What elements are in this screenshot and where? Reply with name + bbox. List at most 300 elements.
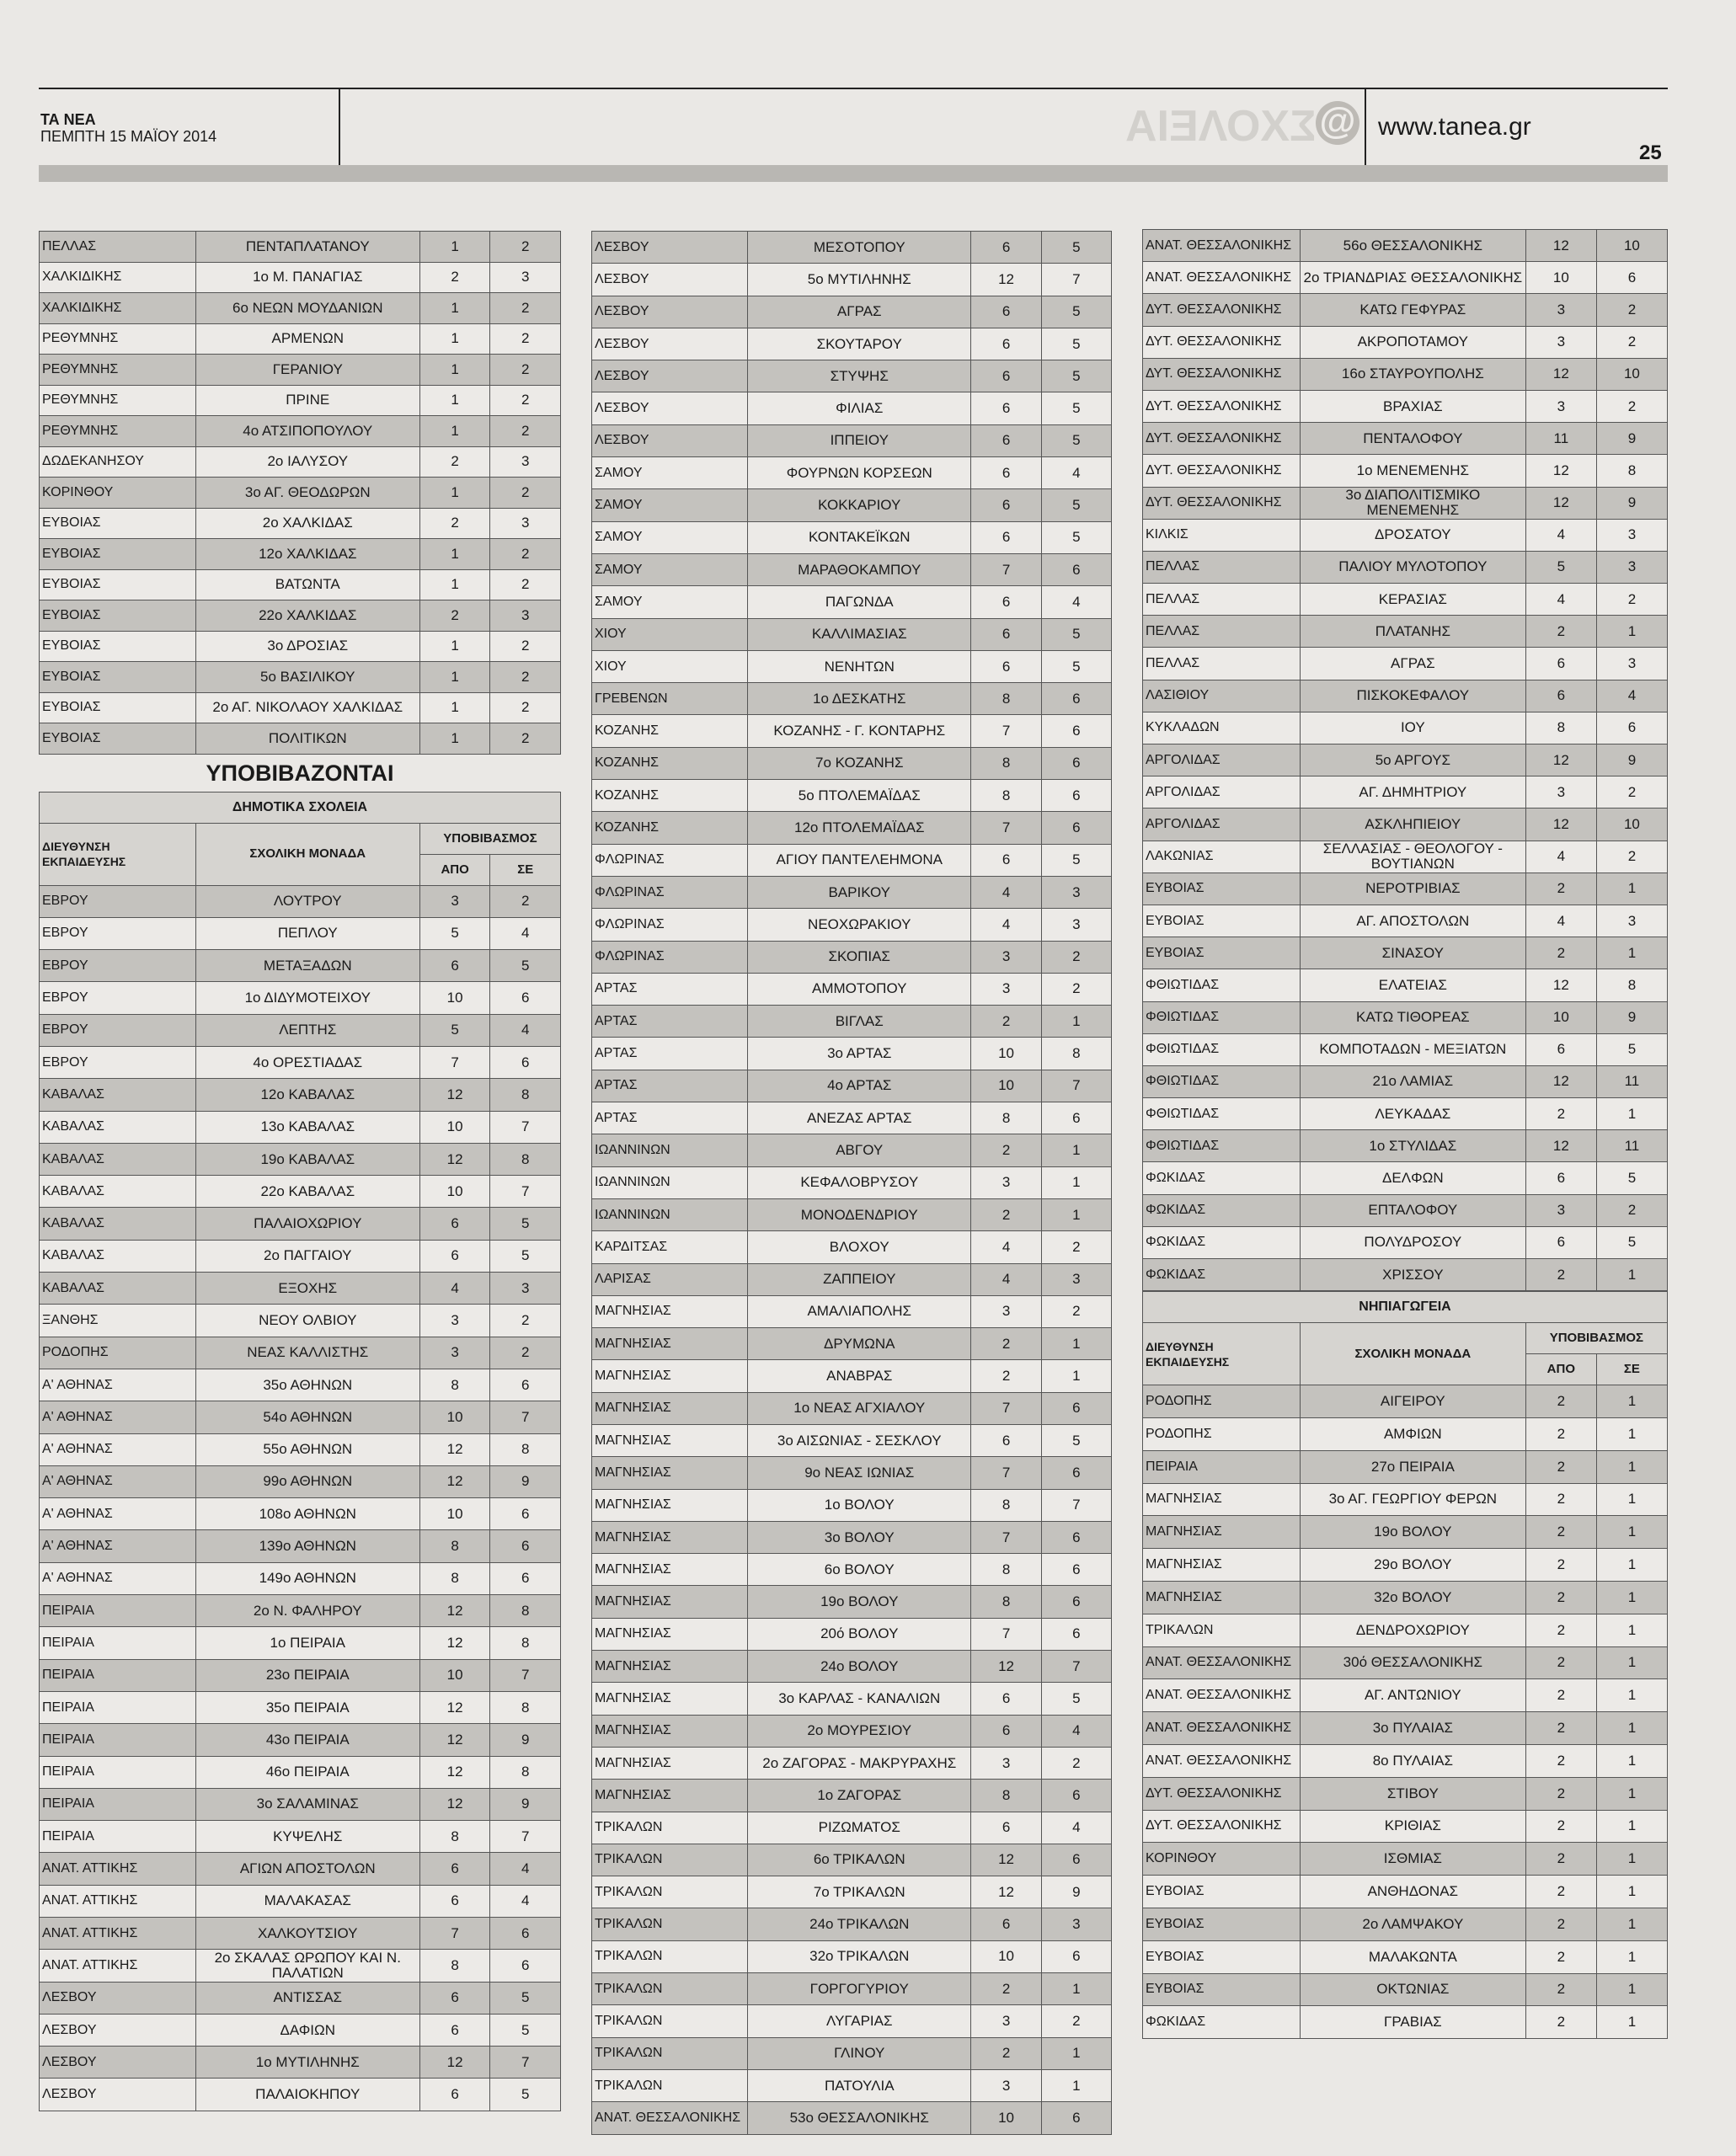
row-direction: ΤΡΙΚΑΛΩΝ <box>592 2037 748 2069</box>
row-direction: Α' ΑΘΗΝΑΣ <box>40 1498 196 1530</box>
row-school: 2ο ΧΑΛΚΙΔΑΣ <box>195 508 419 539</box>
column-1 <box>39 231 561 2111</box>
row-school: 19ο ΒΟΛΟΥ <box>748 1586 971 1618</box>
row-from: 4 <box>971 876 1041 908</box>
row-to: 1 <box>1596 937 1667 969</box>
row-to: 4 <box>490 1014 561 1046</box>
issue-date: ΠΕΜΠΤΗ 15 ΜΑΪΟΥ 2014 <box>40 128 217 145</box>
row-direction: ΦΘΙΩΤΙΔΑΣ <box>1143 1130 1301 1162</box>
row-from: 2 <box>1525 1876 1596 1908</box>
row-from: 2 <box>971 1973 1041 2005</box>
row-from: 3 <box>971 941 1041 973</box>
table-row <box>1143 1777 1668 1810</box>
table-row <box>592 328 1112 360</box>
row-from: 2 <box>1525 2006 1596 2039</box>
row-to: 2 <box>490 692 561 723</box>
row-direction: ΕΥΒΟΙΑΣ <box>1143 905 1301 937</box>
row-school: 5ο ΒΑΣΙΛΙΚΟΥ <box>195 662 419 693</box>
row-school: 19ο ΚΑΒΑΛΑΣ <box>195 1143 419 1175</box>
table-row <box>592 1618 1112 1650</box>
row-school: 1ο ΒΟΛΟΥ <box>748 1489 971 1521</box>
table-row <box>592 844 1112 876</box>
row-from: 12 <box>419 1595 490 1627</box>
row-school: 7ο ΤΡΙΚΑΛΩΝ <box>748 1876 971 1908</box>
row-school: 13ο ΚΑΒΑΛΑΣ <box>195 1111 419 1143</box>
table-row <box>40 2014 561 2046</box>
row-direction: ΜΑΓΝΗΣΙΑΣ <box>592 1521 748 1553</box>
table-row <box>592 683 1112 715</box>
at-sign-icon: @ <box>1316 101 1359 145</box>
row-direction: ΣΑΜΟΥ <box>592 521 748 553</box>
row-to: 1 <box>1596 2006 1667 2039</box>
row-school: ΛΕΥΚΑΔΑΣ <box>1300 1098 1525 1130</box>
row-school: ΜΟΝΟΔΕΝΔΡΙΟΥ <box>748 1198 971 1230</box>
row-direction: ΠΕΛΛΑΣ <box>1143 616 1301 648</box>
row-to: 1 <box>1596 1843 1667 1876</box>
row-school: 53ο ΘΕΣΣΑΛΟΝΙΚΗΣ <box>748 2102 971 2134</box>
row-direction: ΛΑΣΙΘΙΟΥ <box>1143 680 1301 712</box>
row-school: 2ο Ν. ΦΑΛΗΡΟΥ <box>195 1595 419 1627</box>
column-header-direction: ΔΙΕΥΘΥΝΣΗ ΕΚΠΑΙΔΕΥΣΗΣ <box>1143 1323 1301 1385</box>
row-to: 2 <box>490 385 561 416</box>
row-direction: ΔΥΤ. ΘΕΣΣΑΛΟΝΙΚΗΣ <box>1143 455 1301 487</box>
row-from: 1 <box>419 355 490 386</box>
row-from: 10 <box>971 1070 1041 1102</box>
bleed-through-text: ΣΧΟΛΕΙΑ <box>1125 102 1317 151</box>
row-direction: ΕΥΒΟΙΑΣ <box>40 631 196 662</box>
row-to: 6 <box>1041 1102 1111 1134</box>
table-row <box>40 1273 561 1305</box>
row-direction: ΣΑΜΟΥ <box>592 553 748 585</box>
row-school: ΚΟΜΠΟΤΑΔΩΝ - ΜΕΞΙΑΤΩΝ <box>1300 1033 1525 1065</box>
row-to: 6 <box>1041 553 1111 585</box>
row-school: 3ο ΑΓ. ΓΕΩΡΓΙΟΥ ΦΕΡΩΝ <box>1300 1483 1525 1516</box>
table-row <box>592 489 1112 521</box>
row-direction: ΠΕΛΛΑΣ <box>1143 648 1301 680</box>
row-to: 7 <box>490 1401 561 1433</box>
table-row <box>40 1853 561 1885</box>
row-to: 1 <box>1596 1940 1667 1973</box>
row-to: 2 <box>490 723 561 755</box>
row-to: 2 <box>1041 941 1111 973</box>
row-school: ΦΟΥΡΝΩΝ ΚΟΡΣΕΩΝ <box>748 457 971 489</box>
table-row <box>1143 937 1668 969</box>
row-to: 2 <box>490 323 561 355</box>
table-row <box>592 1812 1112 1844</box>
table-row <box>592 1554 1112 1586</box>
row-school: ΣΚΟΠΙΑΣ <box>748 941 971 973</box>
row-school: 5ο ΑΡΓΟΥΣ <box>1300 744 1525 776</box>
table-row <box>40 1595 561 1627</box>
table-row <box>1143 1646 1668 1679</box>
row-direction: ΕΥΒΟΙΑΣ <box>1143 1940 1301 1973</box>
row-direction: ΜΑΓΝΗΣΙΑΣ <box>592 1747 748 1779</box>
table-row <box>1143 680 1668 712</box>
row-direction: ΠΕΙΡΑΙΑ <box>40 1788 196 1820</box>
row-school: 6ο ΒΟΛΟΥ <box>748 1554 971 1586</box>
row-direction: ΧΑΛΚΙΔΙΚΗΣ <box>40 293 196 324</box>
row-to: 5 <box>1596 1033 1667 1065</box>
row-direction: ΚΑΒΑΛΑΣ <box>40 1111 196 1143</box>
row-direction: ΚΑΒΑΛΑΣ <box>40 1176 196 1208</box>
row-from: 5 <box>1525 551 1596 583</box>
row-to: 1 <box>1596 1679 1667 1712</box>
row-school: ΛΕΠΤΗΣ <box>195 1014 419 1046</box>
row-to: 9 <box>1596 423 1667 455</box>
table-row <box>1143 1581 1668 1614</box>
row-from: 8 <box>419 1950 490 1982</box>
row-from: 10 <box>1525 1001 1596 1033</box>
table-row <box>40 569 561 600</box>
row-to: 6 <box>1041 1457 1111 1489</box>
row-direction: ΑΡΓΟΛΙΔΑΣ <box>1143 776 1301 808</box>
table-row <box>592 747 1112 779</box>
row-to: 4 <box>490 917 561 949</box>
row-from: 8 <box>971 780 1041 812</box>
row-from: 2 <box>1525 1712 1596 1745</box>
row-to: 8 <box>490 1691 561 1723</box>
row-to: 10 <box>1596 230 1667 262</box>
row-school: ΟΚΤΩΝΙΑΣ <box>1300 1973 1525 2006</box>
row-to: 6 <box>1041 747 1111 779</box>
row-to: 6 <box>1041 1940 1111 1972</box>
row-direction: ΑΡΤΑΣ <box>592 1102 748 1134</box>
row-to: 3 <box>1041 876 1111 908</box>
row-to: 3 <box>490 262 561 293</box>
row-school: 56ο ΘΕΣΣΑΛΟΝΙΚΗΣ <box>1300 230 1525 262</box>
table-row <box>1143 519 1668 551</box>
row-school: 23ο ΠΕΙΡΑΙΑ <box>195 1659 419 1691</box>
row-from: 7 <box>971 1618 1041 1650</box>
row-to: 2 <box>1041 973 1111 1005</box>
row-from: 2 <box>971 1134 1041 1166</box>
row-from: 12 <box>1525 230 1596 262</box>
row-to: 1 <box>1596 1417 1667 1450</box>
table-row <box>1143 390 1668 422</box>
table-row <box>592 457 1112 489</box>
row-to: 2 <box>1041 1747 1111 1779</box>
row-to: 2 <box>490 569 561 600</box>
row-school: ΠΑΛΑΙΟΧΩΡΙΟΥ <box>195 1208 419 1240</box>
table-row <box>592 392 1112 424</box>
row-from: 6 <box>971 1424 1041 1456</box>
row-to: 5 <box>490 1208 561 1240</box>
row-direction: ΜΑΓΝΗΣΙΑΣ <box>592 1683 748 1715</box>
table-row <box>592 1457 1112 1489</box>
row-to: 1 <box>1596 1777 1667 1810</box>
row-to: 1 <box>1596 1259 1667 1291</box>
row-school: ΔΡΥΜΩΝΑ <box>748 1328 971 1360</box>
row-from: 8 <box>971 747 1041 779</box>
row-school: ΦΙΛΙΑΣ <box>748 392 971 424</box>
table-row <box>1143 616 1668 648</box>
row-school: ΑΓΡΑΣ <box>748 296 971 328</box>
row-to: 2 <box>1596 584 1667 616</box>
row-to: 2 <box>490 1305 561 1337</box>
row-direction: ΛΕΣΒΟΥ <box>592 232 748 264</box>
table-row <box>40 1498 561 1530</box>
table-row <box>592 1521 1112 1553</box>
row-to: 8 <box>490 1143 561 1175</box>
row-direction: ΦΘΙΩΤΙΔΑΣ <box>1143 1001 1301 1033</box>
row-to: 6 <box>1041 1392 1111 1424</box>
table-row <box>1143 326 1668 358</box>
row-direction: ΑΡΤΑΣ <box>592 973 748 1005</box>
table-row <box>40 1982 561 2014</box>
row-school: 6ο ΝΕΩΝ ΜΟΥΔΑΝΙΩΝ <box>195 293 419 324</box>
row-from: 3 <box>1525 1194 1596 1226</box>
demoted-primary-table-cont <box>591 231 1112 2135</box>
row-school: ΜΕΣΟΤΟΠΟΥ <box>748 232 971 264</box>
table-row <box>592 1134 1112 1166</box>
row-school: ΡΙΖΩΜΑΤΟΣ <box>748 1812 971 1844</box>
table-row <box>40 1176 561 1208</box>
table-row <box>40 1079 561 1111</box>
row-school: ΚΕΡΑΣΙΑΣ <box>1300 584 1525 616</box>
row-to: 6 <box>490 1918 561 1950</box>
row-direction: ΛΑΡΙΣΑΣ <box>592 1263 748 1295</box>
row-direction: ΤΡΙΚΑΛΩΝ <box>592 1844 748 1876</box>
row-direction: ΑΝΑΤ. ΘΕΣΣΑΛΟΝΙΚΗΣ <box>1143 1646 1301 1679</box>
row-direction: ΡΟΔΟΠΗΣ <box>1143 1385 1301 1418</box>
row-to: 8 <box>1596 455 1667 487</box>
row-direction: ΦΩΚΙΔΑΣ <box>1143 1194 1301 1226</box>
row-to: 5 <box>1041 489 1111 521</box>
column-header-from: ΑΠΟ <box>1525 1354 1596 1385</box>
row-direction: ΜΑΓΝΗΣΙΑΣ <box>592 1554 748 1586</box>
row-from: 6 <box>1525 1033 1596 1065</box>
row-to: 3 <box>1596 905 1667 937</box>
row-school: 2ο ΖΑΓΟΡΑΣ - ΜΑΚΡΥΡΑΧΗΣ <box>748 1747 971 1779</box>
row-direction: ΕΥΒΟΙΑΣ <box>1143 873 1301 905</box>
row-from: 6 <box>1525 648 1596 680</box>
row-from: 3 <box>1525 294 1596 326</box>
table-row <box>40 1208 561 1240</box>
row-school: ΚΥΨΕΛΗΣ <box>195 1821 419 1853</box>
row-school: ΔΕΝΔΡΟΧΩΡΙΟΥ <box>1300 1614 1525 1646</box>
row-direction: ΠΕΙΡΑΙΑ <box>1143 1450 1301 1483</box>
row-to: 7 <box>490 1111 561 1143</box>
row-from: 10 <box>971 2102 1041 2134</box>
row-direction: ΦΩΚΙΔΑΣ <box>1143 1162 1301 1194</box>
row-from: 6 <box>419 1853 490 1885</box>
row-direction: ΠΕΙΡΑΙΑ <box>40 1691 196 1723</box>
row-to: 7 <box>490 1659 561 1691</box>
row-direction: ΔΥΤ. ΘΕΣΣΑΛΟΝΙΚΗΣ <box>1143 390 1301 422</box>
row-school: ΑΓΙΟΥ ΠΑΝΤΕΛΕΗΜΟΝΑ <box>748 844 971 876</box>
table-row <box>592 1940 1112 1972</box>
row-from: 4 <box>971 909 1041 941</box>
table-row <box>1143 1516 1668 1549</box>
row-to: 5 <box>490 2014 561 2046</box>
row-direction: ΚΑΒΑΛΑΣ <box>40 1143 196 1175</box>
table-row <box>40 1240 561 1272</box>
row-to: 6 <box>490 1046 561 1078</box>
row-school: ΒΙΓΛΑΣ <box>748 1006 971 1038</box>
row-from: 1 <box>419 323 490 355</box>
row-to: 2 <box>490 293 561 324</box>
row-school: ΚΕΦΑΛΟΒΡΥΣΟΥ <box>748 1166 971 1198</box>
row-from: 4 <box>971 1263 1041 1295</box>
row-from: 2 <box>419 508 490 539</box>
row-from: 12 <box>971 1876 1041 1908</box>
row-direction: ΜΑΓΝΗΣΙΑΣ <box>592 1715 748 1747</box>
row-from: 3 <box>1525 390 1596 422</box>
row-direction: ΦΩΚΙΔΑΣ <box>1143 1226 1301 1258</box>
row-direction: ΜΑΓΝΗΣΙΑΣ <box>1143 1549 1301 1582</box>
row-direction: ΕΥΒΟΙΑΣ <box>40 600 196 632</box>
row-to: 1 <box>1596 1483 1667 1516</box>
row-school: 99ο ΑΘΗΝΩΝ <box>195 1465 419 1497</box>
row-from: 8 <box>1525 712 1596 744</box>
row-to: 5 <box>490 950 561 982</box>
row-from: 1 <box>419 723 490 755</box>
row-direction: ΔΥΤ. ΘΕΣΣΑΛΟΝΙΚΗΣ <box>1143 294 1301 326</box>
row-direction: ΔΥΤ. ΘΕΣΣΑΛΟΝΙΚΗΣ <box>1143 423 1301 455</box>
row-school: 3ο ΔΙΑΠΟΛΙΤΙΣΜΙΚΟ ΜΕΝΕΜΕΝΗΣ <box>1300 487 1525 519</box>
table-row <box>1143 262 1668 294</box>
row-from: 7 <box>971 1392 1041 1424</box>
row-direction: ΤΡΙΚΑΛΩΝ <box>592 1876 748 1908</box>
row-to: 1 <box>1596 1876 1667 1908</box>
table-row <box>1143 1549 1668 1582</box>
row-to: 7 <box>1041 1489 1111 1521</box>
row-school: ΣΕΛΛΑΣΙΑΣ - ΘΕΟΛΟΓΟΥ - ΒΟΥΤΙΑΝΩΝ <box>1300 841 1525 873</box>
table-row <box>40 1305 561 1337</box>
row-direction: ΔΥΤ. ΘΕΣΣΑΛΟΝΙΚΗΣ <box>1143 358 1301 390</box>
table-row <box>40 2047 561 2079</box>
row-from: 5 <box>419 1014 490 1046</box>
row-direction: ΑΝΑΤ. ΑΤΤΙΚΗΣ <box>40 1918 196 1950</box>
row-to: 3 <box>1041 1263 1111 1295</box>
row-direction: ΑΝΑΤ. ΘΕΣΣΑΛΟΝΙΚΗΣ <box>1143 1679 1301 1712</box>
row-to: 7 <box>490 1821 561 1853</box>
demoted-primary-table-cont <box>1142 229 1668 1291</box>
table-row <box>1143 1810 1668 1843</box>
row-to: 1 <box>1596 1810 1667 1843</box>
row-direction: ΠΕΙΡΑΙΑ <box>40 1627 196 1659</box>
row-to: 8 <box>490 1627 561 1659</box>
row-school: 20ό ΒΟΛΟΥ <box>748 1618 971 1650</box>
row-from: 8 <box>971 1554 1041 1586</box>
row-from: 1 <box>419 569 490 600</box>
row-to: 1 <box>1596 1549 1667 1582</box>
row-to: 5 <box>1041 232 1111 264</box>
row-to: 11 <box>1596 1065 1667 1097</box>
row-to: 9 <box>490 1724 561 1756</box>
table-row <box>1143 841 1668 873</box>
table-row <box>592 1295 1112 1327</box>
row-from: 2 <box>1525 1259 1596 1291</box>
table-row <box>40 692 561 723</box>
row-school: 2ο ΛΑΜΨΑΚΟΥ <box>1300 1908 1525 1940</box>
row-from: 2 <box>971 1006 1041 1038</box>
row-from: 12 <box>419 2047 490 2079</box>
row-direction: ΤΡΙΚΑΛΩΝ <box>592 1940 748 1972</box>
page-header <box>39 88 1668 167</box>
row-direction: ΙΩΑΝΝΙΝΩΝ <box>592 1198 748 1230</box>
table-row <box>592 715 1112 747</box>
row-direction: ΠΕΛΛΑΣ <box>1143 584 1301 616</box>
row-from: 2 <box>1525 1417 1596 1450</box>
row-direction: ΡΕΘΥΜΝΗΣ <box>40 323 196 355</box>
row-to: 5 <box>1041 844 1111 876</box>
row-from: 12 <box>419 1079 490 1111</box>
row-direction: ΑΝΑΤ. ΘΕΣΣΑΛΟΝΙΚΗΣ <box>1143 230 1301 262</box>
row-from: 4 <box>419 1273 490 1305</box>
row-direction: ΑΝΑΤ. ΘΕΣΣΑΛΟΝΙΚΗΣ <box>592 2102 748 2134</box>
table-row <box>592 1166 1112 1198</box>
row-to: 2 <box>490 232 561 263</box>
table-row <box>1143 1130 1668 1162</box>
table-row <box>592 1102 1112 1134</box>
table-row <box>1143 1614 1668 1646</box>
row-from: 3 <box>971 1295 1041 1327</box>
row-direction: ΚΑΒΑΛΑΣ <box>40 1208 196 1240</box>
row-direction: ΔΥΤ. ΘΕΣΣΑΛΟΝΙΚΗΣ <box>1143 326 1301 358</box>
row-from: 12 <box>1525 744 1596 776</box>
row-school: ΒΑΡΙΚΟΥ <box>748 876 971 908</box>
row-from: 1 <box>419 416 490 447</box>
row-to: 8 <box>1041 1038 1111 1070</box>
row-to: 1 <box>1596 1614 1667 1646</box>
row-school: ΑΓΙΩΝ ΑΠΟΣΤΟΛΩΝ <box>195 1853 419 1885</box>
row-direction: ΧΙΟΥ <box>592 618 748 650</box>
row-from: 10 <box>419 1176 490 1208</box>
row-direction: ΛΕΣΒΟΥ <box>592 360 748 392</box>
table-row <box>1143 744 1668 776</box>
row-direction: ΦΩΚΙΔΑΣ <box>1143 1259 1301 1291</box>
row-school: ΔΕΛΦΩΝ <box>1300 1162 1525 1194</box>
row-school: ΑΜΑΛΙΑΠΟΛΗΣ <box>748 1295 971 1327</box>
row-direction: ΜΑΓΝΗΣΙΑΣ <box>592 1586 748 1618</box>
row-school: ΠΕΝΤΑΠΛΑΤΑΝΟΥ <box>195 232 419 263</box>
row-school: ΠΑΛΑΙΟΚΗΠΟΥ <box>195 2079 419 2111</box>
row-to: 5 <box>1041 521 1111 553</box>
table-row <box>592 941 1112 973</box>
table-row <box>40 1627 561 1659</box>
row-school: ΔΑΦΙΩΝ <box>195 2014 419 2046</box>
row-school: ΣΚΟΥΤΑΡΟΥ <box>748 328 971 360</box>
row-direction: ΧΑΛΚΙΔΙΚΗΣ <box>40 262 196 293</box>
row-to: 4 <box>1596 680 1667 712</box>
row-from: 6 <box>1525 1226 1596 1258</box>
row-from: 12 <box>419 1433 490 1465</box>
row-school: 149ο ΑΘΗΝΩΝ <box>195 1562 419 1594</box>
row-direction: ΜΑΓΝΗΣΙΑΣ <box>592 1651 748 1683</box>
table-row <box>592 1424 1112 1456</box>
row-school: 2ο ΣΚΑΛΑΣ ΩΡΩΠΟΥ ΚΑΙ Ν. ΠΑΛΑΤΙΩΝ <box>195 1950 419 1982</box>
row-direction: ΑΝΑΤ. ΑΤΤΙΚΗΣ <box>40 1853 196 1885</box>
table-row <box>592 876 1112 908</box>
row-to: 6 <box>490 1530 561 1562</box>
row-school: 4ο ΑΤΣΙΠΟΠΟΥΛΟΥ <box>195 416 419 447</box>
row-direction: ΔΥΤ. ΘΕΣΣΑΛΟΝΙΚΗΣ <box>1143 1810 1301 1843</box>
row-from: 2 <box>971 1360 1041 1392</box>
row-direction: ΛΕΣΒΟΥ <box>40 2047 196 2079</box>
row-school: ΜΕΤΑΞΑΔΩΝ <box>195 950 419 982</box>
row-direction: ΕΥΒΟΙΑΣ <box>1143 1973 1301 2006</box>
row-to: 3 <box>490 446 561 478</box>
table-row <box>1143 1098 1668 1130</box>
row-from: 10 <box>419 982 490 1014</box>
row-school: ΠΕΝΤΑΛΟΦΟΥ <box>1300 423 1525 455</box>
row-to: 6 <box>490 982 561 1014</box>
row-school: 1ο ΠΕΙΡΑΙΑ <box>195 1627 419 1659</box>
row-school: 2ο ΤΡΙΑΝΔΡΙΑΣ ΘΕΣΣΑΛΟΝΙΚΗΣ <box>1300 262 1525 294</box>
row-from: 10 <box>1525 262 1596 294</box>
table-row <box>592 973 1112 1005</box>
